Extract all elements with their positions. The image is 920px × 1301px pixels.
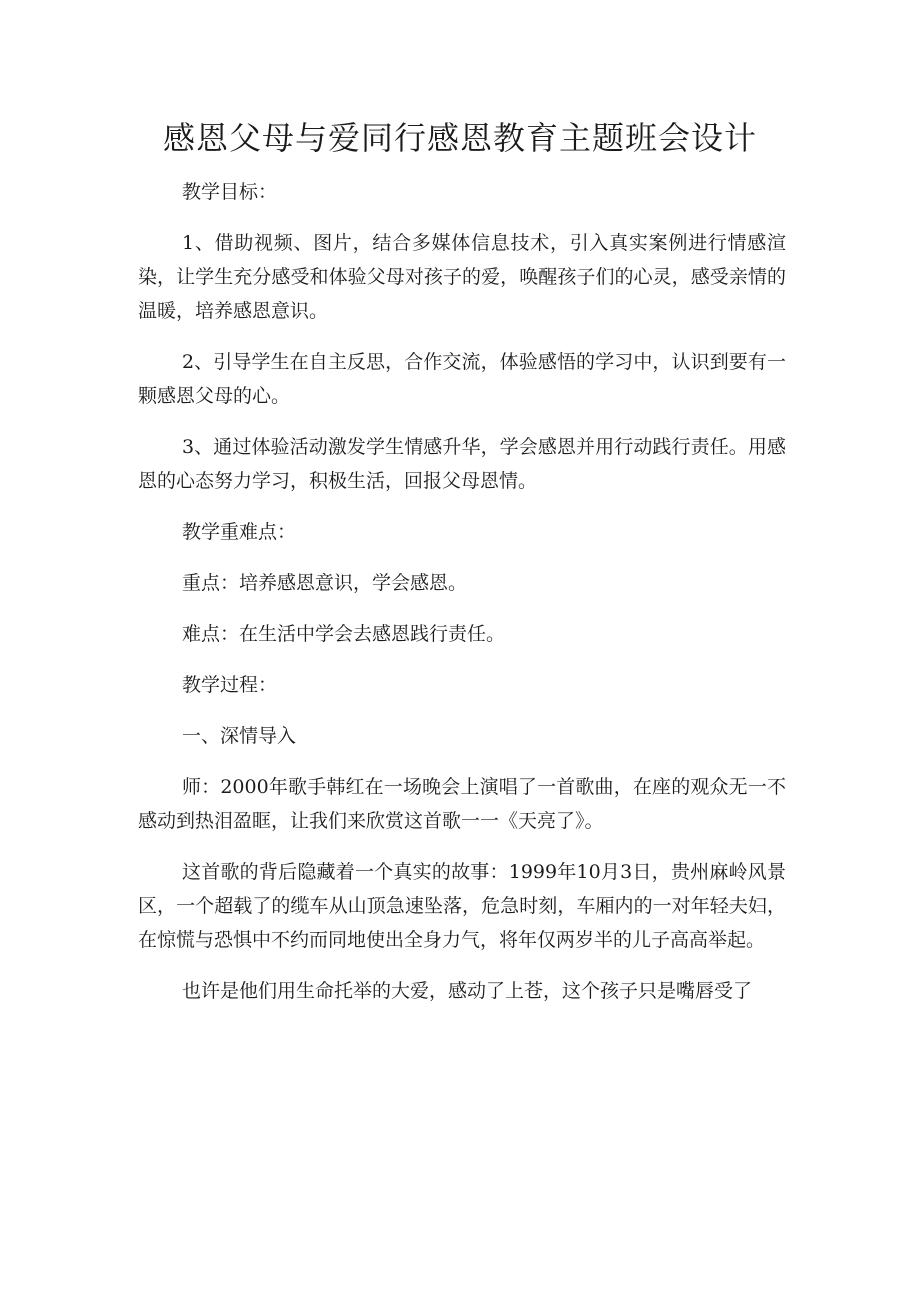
paragraph-objectives-heading: 教学目标： [182,181,278,203]
paragraph-process-heading: 教学过程： [182,674,278,696]
paragraph-story: 这首歌的背后隐藏着一个真实的故事：1999年10月3日，贵州麻岭风景区，一个超载了的缆车从山顶急速坠落，危急时刻，车厢内的一对年轻夫妇，在惊慌与恐惧中不约而同地使出全身力气，将年仅两岁半的儿子高高举起。 [138,861,786,951]
paragraph-section-1-heading: 一、深情导入 [182,725,297,747]
paragraph-objective-3: 3、通过体验活动激发学生情感升华，学会感恩并用行动践行责任。用感恩的心态努力学习，积极生活，回报父母恩情。 [138,436,786,492]
paragraph-difficulty: 难点：在生活中学会去感恩践行责任。 [182,623,506,645]
paragraph-objective-2: 2、引导学生在自主反思，合作交流，体验感悟的学习中，认识到要有一颗感恩父母的心。 [138,351,786,407]
paragraph-teacher-intro: 师：2000年歌手韩红在一场晚会上演唱了一首歌曲，在座的观众无一不感动到热泪盈眶，让我们来欣赏这首歌一一《天亮了》。 [138,776,786,832]
paragraph-story-continued: 也许是他们用生命托举的大爱，感动了上苍，这个孩子只是嘴唇受了 [182,980,753,1002]
document-title: 感恩父母与爱同行感恩教育主题班会设计 [162,119,757,157]
paragraph-objective-1: 1、借助视频、图片，结合多媒体信息技术，引入真实案例进行情感渲染，让学生充分感受和体验父母对孩子的爱，唤醒孩子们的心灵，感受亲情的温暖，培养感恩意识。 [138,232,786,322]
paragraph-key-points-heading: 教学重难点： [182,521,297,543]
document-body [138,175,786,1025]
paragraph-key-point: 重点：培养感恩意识，学会感恩。 [182,572,468,594]
